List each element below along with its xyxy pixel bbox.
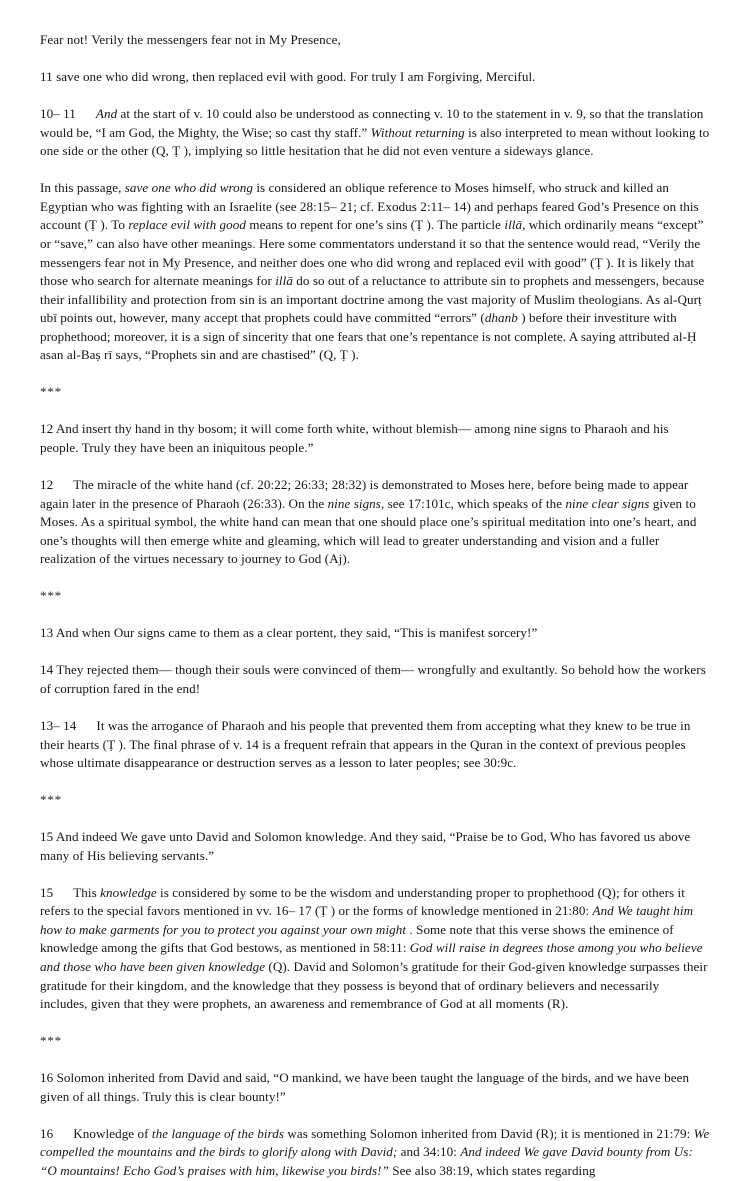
commentary-text: is considered an oblique reference to Moses himself, who struck and killed an Egyptian who was fighting with an Israelite (see 28:15– 21; cf. Exodus 2:11– 14) and perhaps feared God’s Presence on this account (Ṭ ). To <box>40 180 699 233</box>
emphasis-nine-clear-signs: nine clear signs <box>565 495 650 511</box>
emphasis-without-returning: Without returning <box>370 124 465 140</box>
verse-text: Fear not! Verily the messengers fear not in My Presence, <box>40 32 341 47</box>
verse-text: 15 And indeed We gave unto David and Solomon knowledge. And they said, “Praise be to God, Who has favored us above many of His believing servants.” <box>40 829 691 863</box>
commentary-text: . Some note that this verse shows the eminence of knowledge among the gifts that God bestows, as mentioned in 58:11: <box>40 921 674 956</box>
commentary-text: is considered by some to be the wisdom and understanding proper to prophethood (Q); for others it refers to the special favors mentioned in vv. 16– 17 (Ṭ ) or the forms of knowledge mentioned in 21:80: <box>40 884 685 919</box>
commentary-text: is also interpreted to mean without looking to one side or the other (Q, Ṭ ), implying so little hesitation that he did not even venture a sideways glance. <box>40 124 710 159</box>
commentary-13-14 <box>40 717 710 773</box>
commentary-15 <box>40 884 710 1014</box>
commentary-passage-moses <box>40 179 710 365</box>
emphasis-knowledge: knowledge <box>100 884 157 900</box>
commentary-text: It was the arrogance of Pharaoh and his people that prevented them from accepting what they knew to be true in their hearts (Ṭ ). The final phrase of v. 14 is a frequent refrain that appears in the Quran in the context of previous peoples whose ultimate disappearance or destruction serves as a lesson to later peoples; see 30:9c. <box>40 717 691 771</box>
emphasis-replace-evil-with-good: replace evil with good <box>128 217 246 233</box>
verse-text-continued <box>40 31 710 50</box>
emphasis-illa-2: illā <box>275 273 293 289</box>
commentary-verse-label: 16 <box>40 1125 54 1141</box>
commentary-16 <box>40 1125 710 1181</box>
section-divider: *** <box>40 792 62 808</box>
commentary-text: The miracle of the white hand (cf. 20:22; 26:33; 28:32) is demonstrated to Moses here, before being made to appear again later in the presence of Pharaoh (26:33). On the <box>40 477 689 511</box>
verse-text: 16 Solomon inherited from David and said, “O mankind, we have been taught the language of the birds, and we have been given of all things. Truly this is clear bounty!” <box>40 1070 690 1104</box>
commentary-text: Knowledge of <box>73 1125 152 1141</box>
commentary-verse-label: 15 <box>40 884 54 900</box>
emphasis-save-one-who-did-wrong: save one who did wrong <box>124 180 254 196</box>
emphasis-language-of-the-birds: the language of the birds <box>151 1125 284 1141</box>
commentary-12 <box>40 476 710 569</box>
commentary-text: , which ordinarily means “except” or “save,” can also have other meanings. Here some commentators understand it so that the sentence would read, “Verily the messengers fear not in My Presence, and neither does one who did wrong and replaced evil with good” (Ṭ ). It is likely that those who search for alternate meanings for <box>40 217 704 289</box>
section-divider: *** <box>40 1033 62 1049</box>
verse-11 <box>40 68 710 87</box>
verse-12 <box>40 420 710 457</box>
commentary-text: , see 17:101c, which speaks of the <box>380 495 566 511</box>
commentary-text: ) before their investiture with prophethood; moreover, it is a sign of sincerity that one fears that one’s repentance is not complete. A saying attributed al-Ḥ asan al-Baṣ rī says, “Prophets sin and are chastised” (Q, Ṭ ). <box>40 310 697 363</box>
emphasis-quote-34-10: And indeed We gave David bounty from Us: “O mountains! Echo God’s praises with him, likewise you birds!” <box>40 1144 693 1178</box>
commentary-text: means to repent for one’s sins (Ṭ ). The particle <box>246 217 505 233</box>
commentary-text: In this passage, <box>40 180 125 196</box>
commentary-text: given to Moses. As a spiritual symbol, the white hand can mean that one should place one’s spiritual meditation into one’s heart, and one’s thoughts will then emerge white and gleaming, which will lead to greater understanding and vision and a fuller realization of the virtues necessary to journey to God (Aj). <box>40 495 697 567</box>
commentary-text: at the start of v. 10 could also be understood as connecting v. 10 to the statement in v. 9, so that the translation would be, “I am God, the Mighty, the Wise; so cast thy staff.” <box>40 105 704 140</box>
emphasis-quote-21-79: We compelled the mountains and the birds to glorify along with David; <box>40 1125 710 1160</box>
commentary-text: See also 38:19, which states regarding <box>388 1162 596 1178</box>
commentary-verse-label: 13– 14 <box>40 717 77 733</box>
commentary-verse-label: 10– 11 <box>40 105 76 121</box>
section-divider: *** <box>40 588 62 604</box>
commentary-text: and 34:10: <box>397 1144 461 1160</box>
verse-13 <box>40 624 710 643</box>
verse-text: 11 save one who did wrong, then replaced evil with good. For truly I am Forgiving, Merciful. <box>40 68 536 84</box>
emphasis-nine-signs: nine signs <box>327 495 381 511</box>
commentary-text: do so out of a reluctance to attribute sin to prophets and messengers, because their infallibility and protection from sin is an important doctrine among the vast majority of Muslim theologians. As al-Qurṭ ubī points out, however, many accept that prophets could have committed “errors” ( <box>40 273 705 326</box>
verse-14 <box>40 661 710 698</box>
emphasis-quote-21-80: And We taught him how to make garments for you to protect you against your own might <box>40 903 694 937</box>
commentary-10-11 <box>40 105 710 161</box>
verse-text: 13 And when Our signs came to them as a clear portent, they said, “This is manifest sorcery!” <box>40 625 538 641</box>
verse-15 <box>40 828 710 865</box>
commentary-text: (Q). David and Solomon’s gratitude for their God-given knowledge surpasses their gratitude for their kingdom, and the knowledge that they possess is beyond that of ordinary believers and necessarily includes, given that they were prophets, an awareness and remembrance of God at all moments (R). <box>40 959 708 1012</box>
emphasis-illa-1: illā <box>504 217 523 233</box>
section-divider: *** <box>40 384 62 400</box>
commentary-verse-label: 12 <box>40 477 54 493</box>
verse-16 <box>40 1069 710 1106</box>
verse-text: 14 They rejected them— though their souls were convinced of them— wrongfully and exultantly. So behold how the workers of corruption fared in the end! <box>40 662 706 696</box>
verse-text: 12 And insert thy hand in thy bosom; it will come forth white, without blemish— among nine signs to Pharaoh and his people. Truly they have been an iniquitous people.” <box>40 421 669 456</box>
emphasis-and: And <box>95 105 118 121</box>
emphasis-dhanb: dhanb <box>484 310 522 326</box>
commentary-text: This <box>73 884 101 900</box>
commentary-text: was something Solomon inherited from David (R); it is mentioned in 21:79: <box>283 1125 694 1141</box>
emphasis-quote-58-11: God will raise in degrees those among you who believe and those who have been given knowledge <box>40 940 703 975</box>
